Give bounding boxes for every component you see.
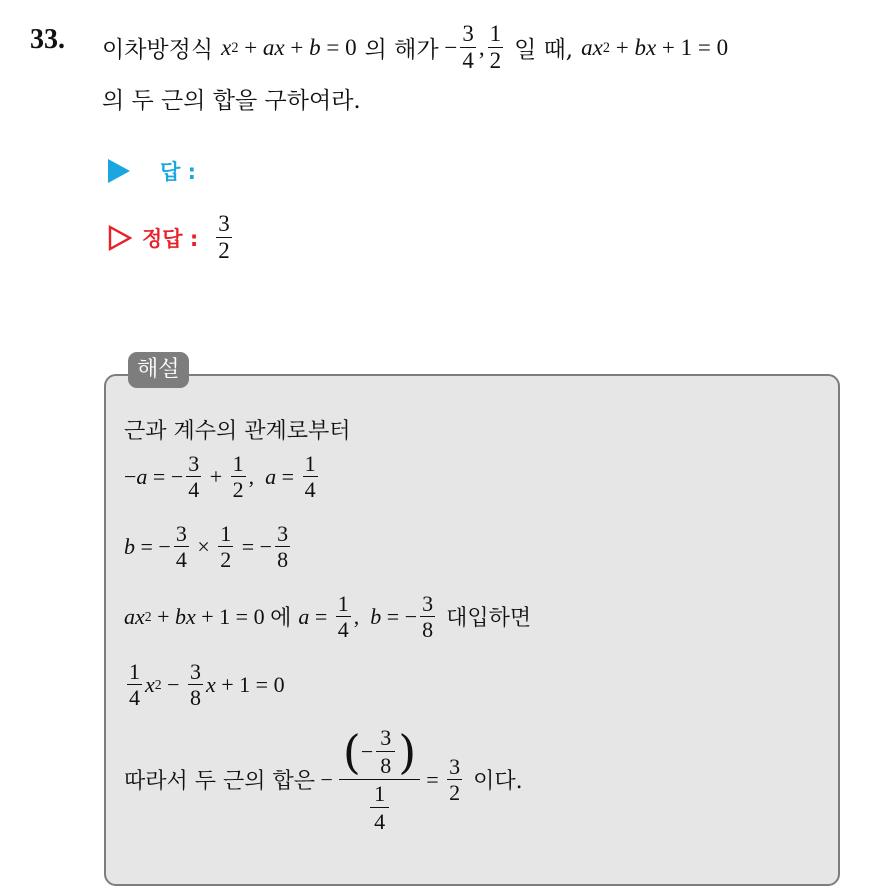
correct-answer-row — [108, 212, 235, 263]
play-triangle-icon — [108, 159, 130, 183]
solution-line-3: b = − $\frac{3}{4}$ × $\frac{1}{2}$ = − $\frac{3}{8}$ — [124, 521, 289, 573]
outline-triangle-icon — [108, 225, 132, 251]
solution-line-1: 근과 계수의 관계로부터 — [124, 419, 351, 444]
correct-answer-label: 정답 : — [142, 226, 199, 251]
problem-number: 33. — [30, 24, 65, 55]
problem-line-2: 의 두 근의 합을 구하여라. — [102, 88, 361, 114]
problem-line-1: 이차방정식 x 2 + ax + b = 0 의 해가 − $\frac{3}{4}$ , $\frac{1}{2}$ 일 때, ax 2 + bx + 1 = 0 — [102, 21, 729, 74]
answer-label: 답 : — [160, 160, 196, 184]
solution-line-6: 따라서 두 근의 합은 − ( − $\frac{3}{8}$ ) $\frac{1}{4}$ = $\frac{3}{2}$ 이다. — [124, 724, 523, 835]
correct-answer-value: $\frac{3}{2}$ — [218, 211, 230, 264]
solution-line-4: ax 2 + bx + 1 = 0 에 a = $\frac{1}{4}$ , b = − $\frac{3}{8}$ 대입하면 — [124, 591, 532, 643]
answer-row — [108, 156, 196, 186]
solution-line-5: $\frac{1}{4}$ x 2 − $\frac{3}{8}$ x + 1 = 0 — [129, 659, 285, 711]
solution-line-2: − a = − $\frac{3}{4}$ + $\frac{1}{2}$ , a = $\frac{1}{4}$ — [124, 451, 316, 503]
solution-tag: 해설 — [128, 352, 189, 388]
